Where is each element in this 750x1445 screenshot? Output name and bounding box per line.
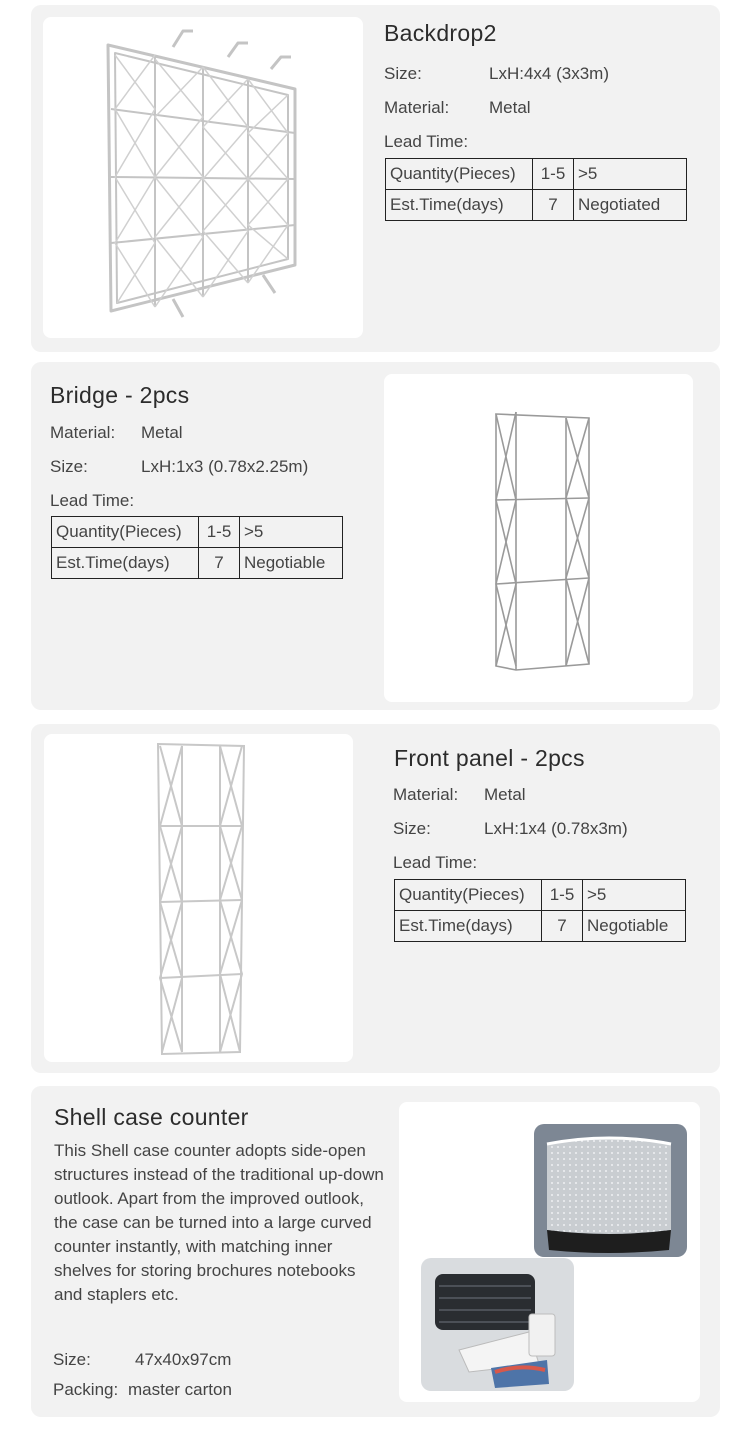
- bridge-frame-icon: [384, 374, 693, 702]
- section-title: Shell case counter: [54, 1104, 249, 1130]
- spec-value-size: LxH:1x3 (0.78x2.25m): [141, 457, 309, 476]
- table-row: [52, 517, 343, 548]
- spec-label-size: Size:: [393, 819, 431, 838]
- shell-case-counter-icon: [399, 1102, 700, 1402]
- spec-label-packing: Packing:: [53, 1380, 119, 1399]
- table-row: [395, 880, 686, 911]
- spec-value-size: LxH:4x4 (3x3m): [489, 64, 609, 83]
- spec-value-size: 47x40x97cm: [135, 1350, 232, 1369]
- product-card-backdrop: [31, 5, 720, 352]
- table-cell: Negotiable: [240, 548, 343, 579]
- table-cell: Quantity(Pieces): [386, 159, 533, 190]
- product-description: This Shell case counter adopts side-open structures instead of the traditional up-down outlook. Apart from the improved outlook, the case can be turned into a large curved counter instantly, with matching inner shelves for storing brochures notebooks and staplers etc.: [54, 1141, 384, 1304]
- table-cell: Negotiated: [574, 190, 687, 221]
- product-image-front-panel: [44, 734, 353, 1062]
- product-card-front-panel: [31, 724, 720, 1073]
- table-cell: Est.Time(days): [52, 548, 199, 579]
- table-cell: >5: [240, 517, 343, 548]
- spec-label-material: Material:: [393, 785, 459, 804]
- lead-time-label: Lead Time:: [393, 853, 478, 872]
- spec-label-material: Material:: [50, 423, 116, 442]
- lead-time-label: Lead Time:: [50, 491, 135, 510]
- spec-value-material: Metal: [141, 423, 183, 442]
- table-cell: >5: [583, 880, 686, 911]
- table-cell: >5: [574, 159, 687, 190]
- section-title: Bridge - 2pcs: [50, 382, 190, 408]
- table-cell: Est.Time(days): [395, 911, 542, 942]
- table-cell: 7: [533, 190, 574, 221]
- front-panel-frame-icon: [44, 734, 353, 1062]
- section-title: Backdrop2: [384, 20, 497, 46]
- table-row: [386, 159, 687, 190]
- product-card-bridge: [31, 362, 720, 710]
- table-cell: Est.Time(days): [386, 190, 533, 221]
- spec-value-size: LxH:1x4 (0.78x3m): [484, 819, 628, 838]
- product-image-bridge: [384, 374, 693, 702]
- table-cell: 7: [542, 911, 583, 942]
- product-image-shell-case-counter: [399, 1102, 700, 1402]
- table-row: [395, 911, 686, 942]
- spec-label-size: Size:: [53, 1350, 91, 1369]
- spec-value-packing: master carton: [128, 1380, 232, 1399]
- spec-value-material: Metal: [484, 785, 526, 804]
- table-cell: Negotiable: [583, 911, 686, 942]
- spec-label-size: Size:: [50, 457, 88, 476]
- table-cell: 1-5: [199, 517, 240, 548]
- table-row: [386, 190, 687, 221]
- lead-time-table: [385, 158, 687, 221]
- product-image-backdrop: [43, 17, 363, 338]
- spec-label-material: Material:: [384, 98, 450, 117]
- lead-time-table: [51, 516, 343, 579]
- table-cell: Quantity(Pieces): [395, 880, 542, 911]
- product-card-shell-case-counter: [31, 1086, 720, 1417]
- table-cell: 7: [199, 548, 240, 579]
- table-cell: 1-5: [542, 880, 583, 911]
- table-cell: 1-5: [533, 159, 574, 190]
- lead-time-table: [394, 879, 686, 942]
- section-title: Front panel - 2pcs: [394, 745, 585, 771]
- table-cell: Quantity(Pieces): [52, 517, 199, 548]
- backdrop-frame-icon: [43, 17, 363, 338]
- spec-label-size: Size:: [384, 64, 422, 83]
- table-row: [52, 548, 343, 579]
- spec-value-material: Metal: [489, 98, 531, 117]
- lead-time-label: Lead Time:: [384, 132, 469, 151]
